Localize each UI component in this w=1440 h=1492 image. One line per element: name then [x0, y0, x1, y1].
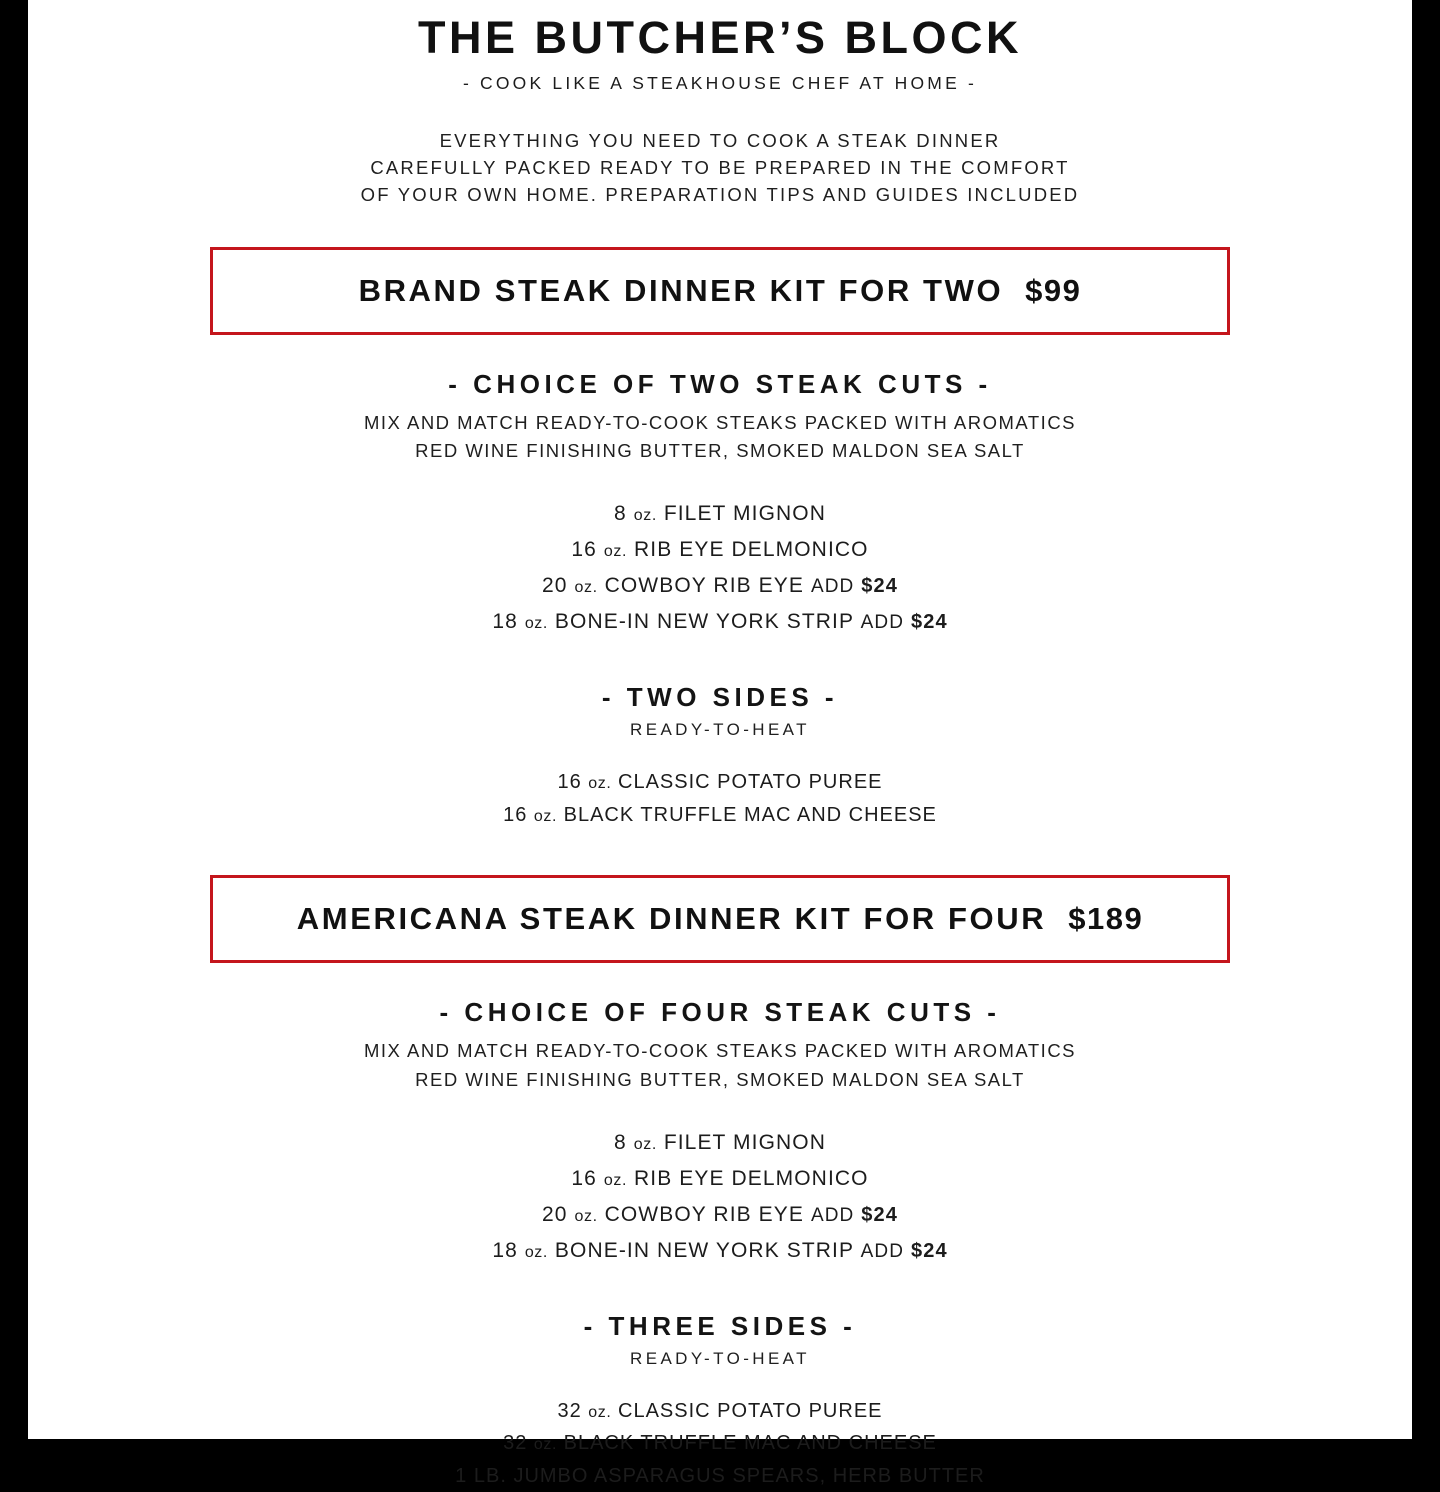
intro-paragraph [178, 128, 1262, 208]
kit-price: $189 [1068, 901, 1144, 937]
cuts-list [178, 1125, 1262, 1269]
side-size: 32 [503, 1432, 528, 1455]
cut-add-label: ADD [860, 612, 905, 634]
cut-add-label: ADD [810, 1204, 855, 1226]
cuts-heading: - CHOICE OF FOUR STEAK CUTS - [439, 997, 1001, 1028]
cut-add-label: ADD [810, 576, 855, 598]
list-item [178, 1460, 1262, 1492]
menu-page [28, 0, 1412, 1487]
cut-size: 18 [492, 1238, 518, 1262]
cut-unit: oz. [524, 1243, 548, 1261]
page-subtitle: - COOK LIKE A STEAKHOUSE CHEF AT HOME - [462, 73, 978, 94]
list-item [178, 496, 1262, 532]
cut-name: FILET MIGNON [663, 502, 826, 526]
side-unit: oz. [588, 775, 612, 793]
cuts-description-line: RED WINE FINISHING BUTTER, SMOKED MALDON SEA SALT [415, 440, 1025, 462]
cut-size: 16 [571, 1166, 597, 1190]
side-unit: oz. [588, 1404, 612, 1422]
cut-unit: oz. [633, 507, 657, 525]
cut-size: 8 [614, 1130, 627, 1154]
page-title: THE BUTCHER’S BLOCK [418, 12, 1022, 63]
cut-unit: oz. [574, 579, 598, 597]
side-name: JUMBO ASPARAGUS SPEARS, HERB BUTTER [513, 1464, 985, 1487]
intro-line: EVERYTHING YOU NEED TO COOK A STEAK DINNER [439, 130, 1001, 152]
cut-add-price: $24 [861, 1203, 898, 1226]
cut-name: COWBOY RIB EYE [604, 574, 804, 598]
list-item [178, 532, 1262, 568]
side-name: CLASSIC POTATO PUREE [618, 771, 883, 794]
cut-add-price: $24 [911, 611, 948, 634]
cuts-description [178, 1037, 1262, 1094]
cuts-description-line: MIX AND MATCH READY-TO-COOK STEAKS PACKED WITH AROMATICS [363, 411, 1077, 433]
cut-name: RIB EYE DELMONICO [634, 1166, 869, 1190]
intro-line: CAREFULLY PACKED READY TO BE PREPARED IN THE COMFORT [370, 157, 1070, 179]
list-item [178, 1427, 1262, 1459]
kit-title: AMERICANA STEAK DINNER KIT FOR FOUR [296, 901, 1047, 937]
list-item [178, 1125, 1262, 1161]
cuts-description-line: MIX AND MATCH READY-TO-COOK STEAKS PACKED WITH AROMATICS [363, 1040, 1077, 1062]
sides-list [178, 1395, 1262, 1492]
cut-add-price: $24 [861, 575, 898, 598]
list-item [178, 604, 1262, 640]
side-unit: oz. [533, 807, 558, 825]
side-unit: oz. [533, 1436, 558, 1454]
cut-size: 18 [492, 610, 518, 634]
list-item [178, 1395, 1262, 1427]
cut-add-label: ADD [860, 1240, 905, 1262]
sides-heading: - THREE SIDES - [583, 1311, 857, 1342]
side-name: BLACK TRUFFLE MAC AND CHEESE [563, 803, 937, 826]
cuts-list [178, 496, 1262, 640]
kit-banner-two [210, 247, 1230, 335]
cuts-heading: - CHOICE OF TWO STEAK CUTS - [448, 368, 992, 399]
cut-unit: oz. [603, 543, 628, 561]
kit-title: BRAND STEAK DINNER KIT FOR TWO [358, 272, 1004, 308]
side-size: 16 [503, 803, 528, 826]
cut-name: BONE-IN NEW YORK STRIP [554, 1238, 854, 1262]
cut-add-price: $24 [911, 1239, 948, 1262]
sides-subheading: READY-TO-HEAT [630, 720, 810, 740]
cut-name: BONE-IN NEW YORK STRIP [554, 610, 854, 634]
cut-size: 16 [571, 538, 597, 562]
side-name: CLASSIC POTATO PUREE [618, 1400, 883, 1423]
cut-size: 20 [542, 574, 568, 598]
cut-unit: oz. [603, 1171, 628, 1189]
sides-list [178, 766, 1262, 831]
cut-name: RIB EYE DELMONICO [634, 538, 869, 562]
list-item [178, 766, 1262, 798]
cut-unit: oz. [524, 615, 548, 633]
list-item [178, 568, 1262, 604]
list-item [178, 1161, 1262, 1197]
side-size: 16 [557, 771, 582, 794]
cuts-description-line: RED WINE FINISHING BUTTER, SMOKED MALDON SEA SALT [415, 1068, 1025, 1090]
kit-price: $99 [1025, 272, 1082, 308]
cuts-description [178, 409, 1262, 466]
cut-unit: oz. [574, 1207, 598, 1225]
side-size: 32 [557, 1400, 582, 1423]
cut-size: 20 [542, 1202, 568, 1226]
cut-unit: oz. [633, 1135, 657, 1153]
list-item [178, 1197, 1262, 1233]
cut-size: 8 [614, 502, 627, 526]
side-size: 1 LB. [455, 1464, 507, 1487]
sides-heading: - TWO SIDES - [601, 682, 839, 713]
cut-name: FILET MIGNON [663, 1130, 826, 1154]
cut-name: COWBOY RIB EYE [604, 1202, 804, 1226]
side-name: BLACK TRUFFLE MAC AND CHEESE [563, 1432, 937, 1455]
list-item [178, 1233, 1262, 1269]
sides-subheading: READY-TO-HEAT [630, 1349, 810, 1369]
kit-banner-four [210, 875, 1230, 963]
list-item [178, 799, 1262, 831]
intro-line: OF YOUR OWN HOME. PREPARATION TIPS AND GUIDES INCLUDED [360, 183, 1080, 205]
